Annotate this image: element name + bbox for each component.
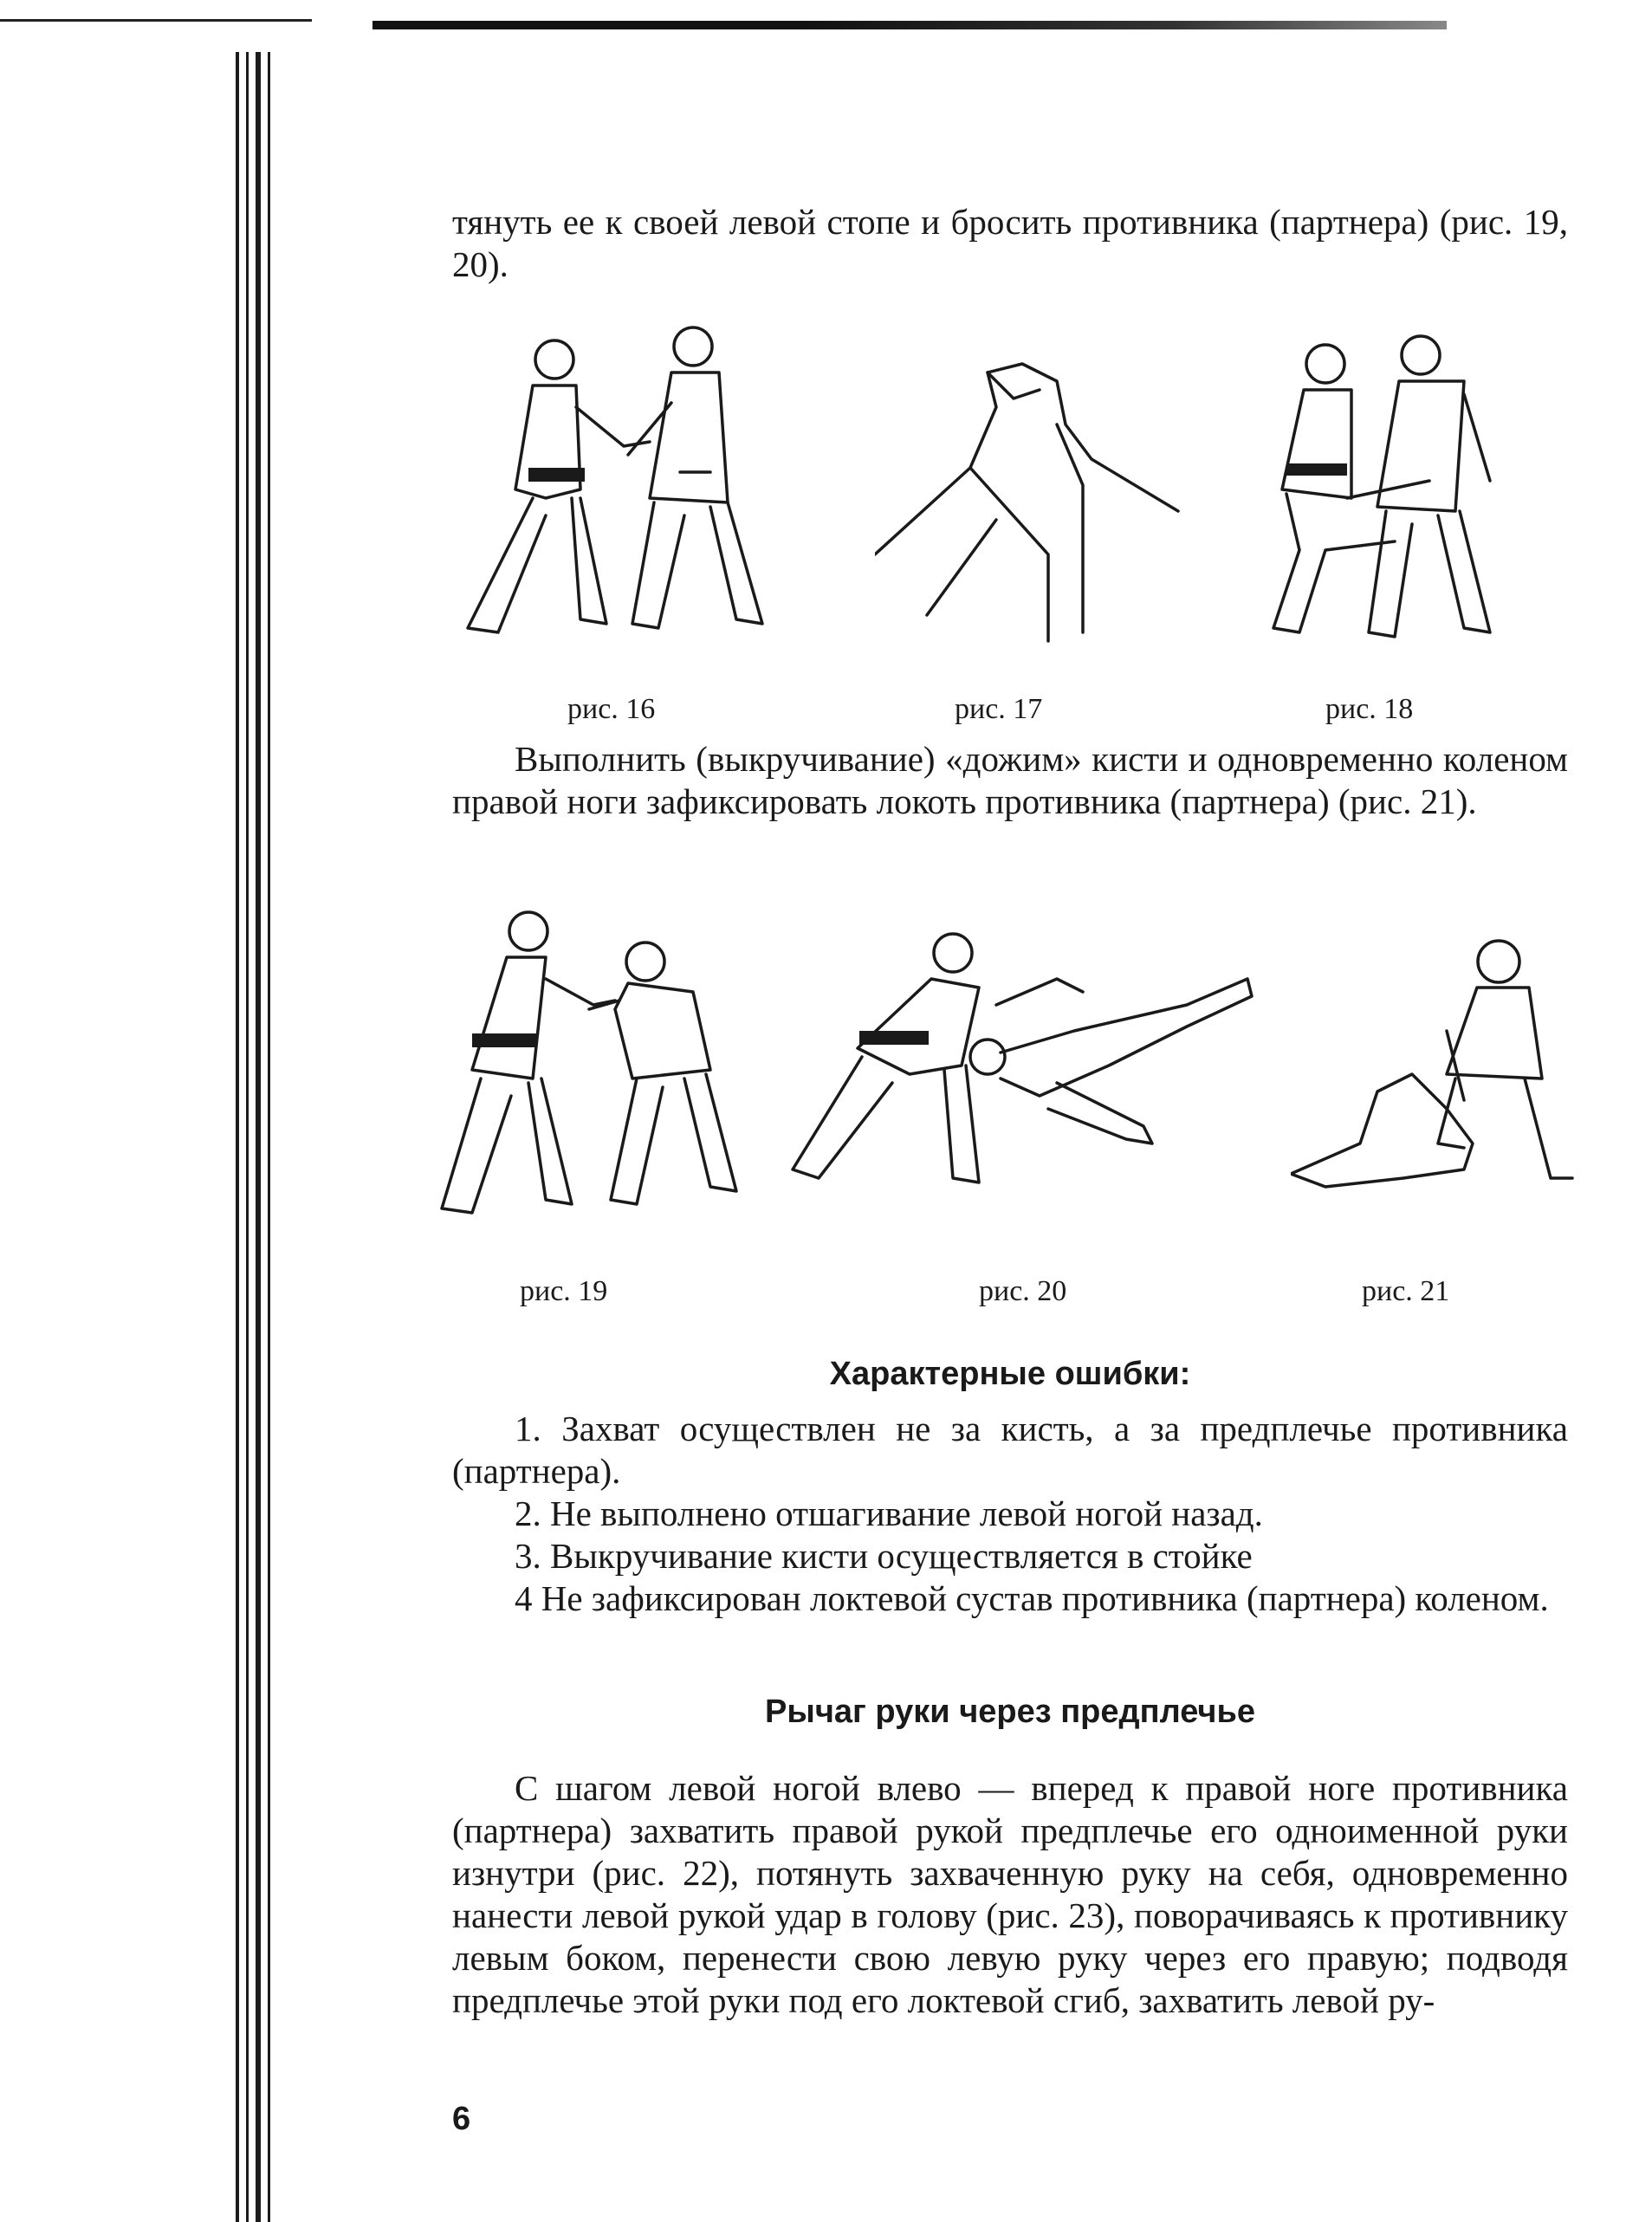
figure-21-illustration <box>1291 936 1577 1204</box>
list-item: 4 Не зафиксирован локтевой сустав противника (партнера) коленом. <box>515 1578 1549 1618</box>
top-left-rule <box>0 19 312 22</box>
caption-fig-21: рис. 21 <box>1362 1275 1450 1307</box>
figure-17-illustration <box>875 355 1187 650</box>
list-item: 1. Захват осуществлен не за кисть, а за предплечье противника (партнера). <box>452 1409 1568 1491</box>
list-item: 2. Не выполнено отшагивание левой ногой назад. <box>515 1493 1263 1533</box>
binding-line <box>236 52 239 2222</box>
caption-fig-17: рис. 17 <box>955 693 1043 725</box>
middle-paragraph: Выполнить (выкручивание) «дожим» кисти и одновременно коленом правой ноги зафиксировать локоть противника (партнера) (рис. 21). <box>452 739 1568 821</box>
binding-line <box>268 52 270 2222</box>
figure-19-illustration <box>433 905 780 1226</box>
figure-18-illustration <box>1256 334 1568 654</box>
errors-heading: Характерные ошибки: <box>829 1356 1191 1392</box>
top-rule <box>373 21 1447 29</box>
errors-list <box>452 1408 1568 1620</box>
section-paragraph: С шагом левой ногой влево — вперед к правой ноге противника (партнера) захватить правой рукой предплечье его одноименной руки изнутри (рис. 22), потянуть захваченную руку на себя, одновременно нанести левой рукой удар в голову (рис. 23), поворачиваясь к противнику левым боком, перенести свою левую руку через его правую; подводя предплечье этой руки под его локтевой сгиб, захватить левой ру- <box>452 1768 1568 2020</box>
caption-fig-19: рис. 19 <box>520 1275 608 1307</box>
caption-fig-20: рис. 20 <box>979 1275 1067 1307</box>
caption-fig-16: рис. 16 <box>567 693 656 725</box>
section-heading: Рычаг руки через предплечье <box>765 1694 1255 1730</box>
intro-paragraph: тянуть ее к своей левой стопе и бросить противника (партнера) (рис. 19, 20). <box>452 202 1568 284</box>
figure-20-illustration <box>780 927 1273 1204</box>
list-item: 3. Выкручивание кисти осуществляется в стойке <box>515 1536 1253 1576</box>
figure-16-illustration <box>450 325 780 650</box>
caption-fig-18: рис. 18 <box>1325 693 1414 725</box>
binding-line <box>256 52 261 2222</box>
binding-line <box>246 52 249 2222</box>
page-number: 6 <box>452 2101 471 2137</box>
